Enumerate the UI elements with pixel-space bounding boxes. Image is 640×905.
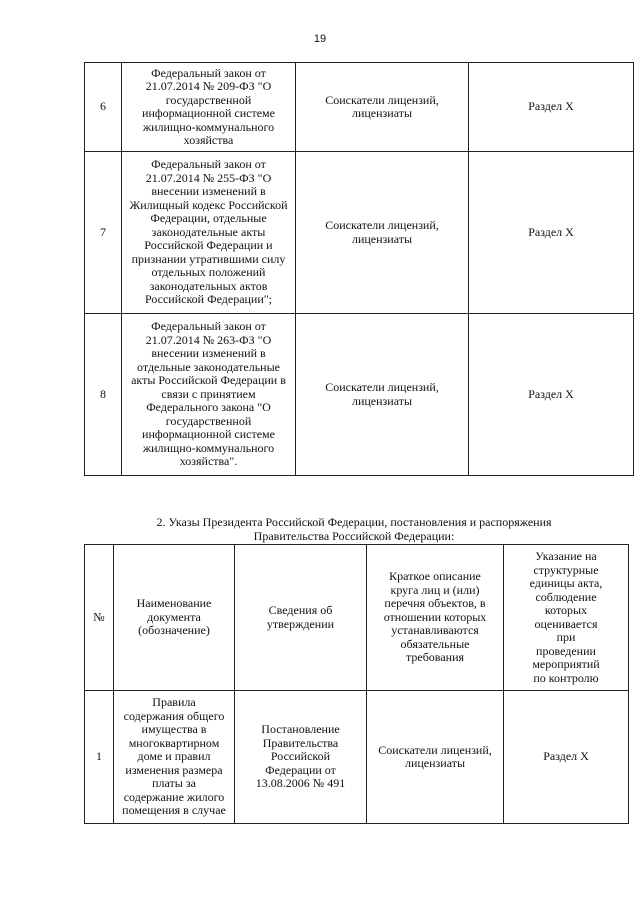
section-heading: 2. Указы Президента Российской Федерации, постановления и распоряжения Правительства Российской Федерации: — [156, 515, 552, 543]
table-row — [85, 63, 634, 152]
laws-table — [84, 62, 634, 476]
table-header-row — [85, 545, 629, 691]
row-number: 7 — [85, 152, 122, 314]
header-approval: Сведения об утверждении — [235, 545, 367, 691]
subjects-cell: Соискатели лицензий, лицензиаты — [296, 152, 469, 314]
subjects-cell: Соискатели лицензий, лицензиаты — [367, 691, 504, 824]
header-description: Краткое описание круга лиц и (или) перечня объектов, в отношении которых устанавливаются обязательные требования — [367, 545, 504, 691]
approval-cell: Постановление Правительства Российской Федерации от 13.08.2006 № 491 — [235, 691, 367, 824]
subjects-cell: Соискатели лицензий, лицензиаты — [296, 314, 469, 476]
table-row — [85, 314, 634, 476]
document-name: Федеральный закон от 21.07.2014 № 255-ФЗ "О внесении изменений в Жилищный кодекс Российской Федерации, отдельные законодательные акты Российской Федерации и признании утратившими силу отдельных положений законодательных актов Российской Федерации"; — [122, 152, 296, 314]
document-name: Правила содержания общего имущества в многоквартирном доме и правил изменения размера платы за содержание жилого помещения в случае — [114, 691, 235, 824]
header-number: № — [85, 545, 114, 691]
header-name: Наименование документа (обозначение) — [114, 545, 235, 691]
row-number: 6 — [85, 63, 122, 152]
section-cell: Раздел X — [504, 691, 629, 824]
table-row — [85, 691, 629, 824]
document-name: Федеральный закон от 21.07.2014 № 263-ФЗ "О внесении изменений в отдельные законодательные акты Российской Федерации в связи с принятием Федерального закона "О государственной информационной системе жилищно-коммунального хозяйства". — [122, 314, 296, 476]
decrees-table — [84, 544, 629, 824]
table-row — [85, 152, 634, 314]
subjects-cell: Соискатели лицензий, лицензиаты — [296, 63, 469, 152]
document-name: Федеральный закон от 21.07.2014 № 209-ФЗ "О государственной информационной системе жилищно-коммунального хозяйства — [122, 63, 296, 152]
section-cell: Раздел X — [469, 152, 634, 314]
row-number: 1 — [85, 691, 114, 824]
section-cell: Раздел X — [469, 314, 634, 476]
header-indication: Указание на структурные единицы акта, соблюдение которых оценивается при проведении мероприятий по контролю — [504, 545, 629, 691]
page-number: 19 — [313, 33, 327, 45]
row-number: 8 — [85, 314, 122, 476]
section-cell: Раздел X — [469, 63, 634, 152]
